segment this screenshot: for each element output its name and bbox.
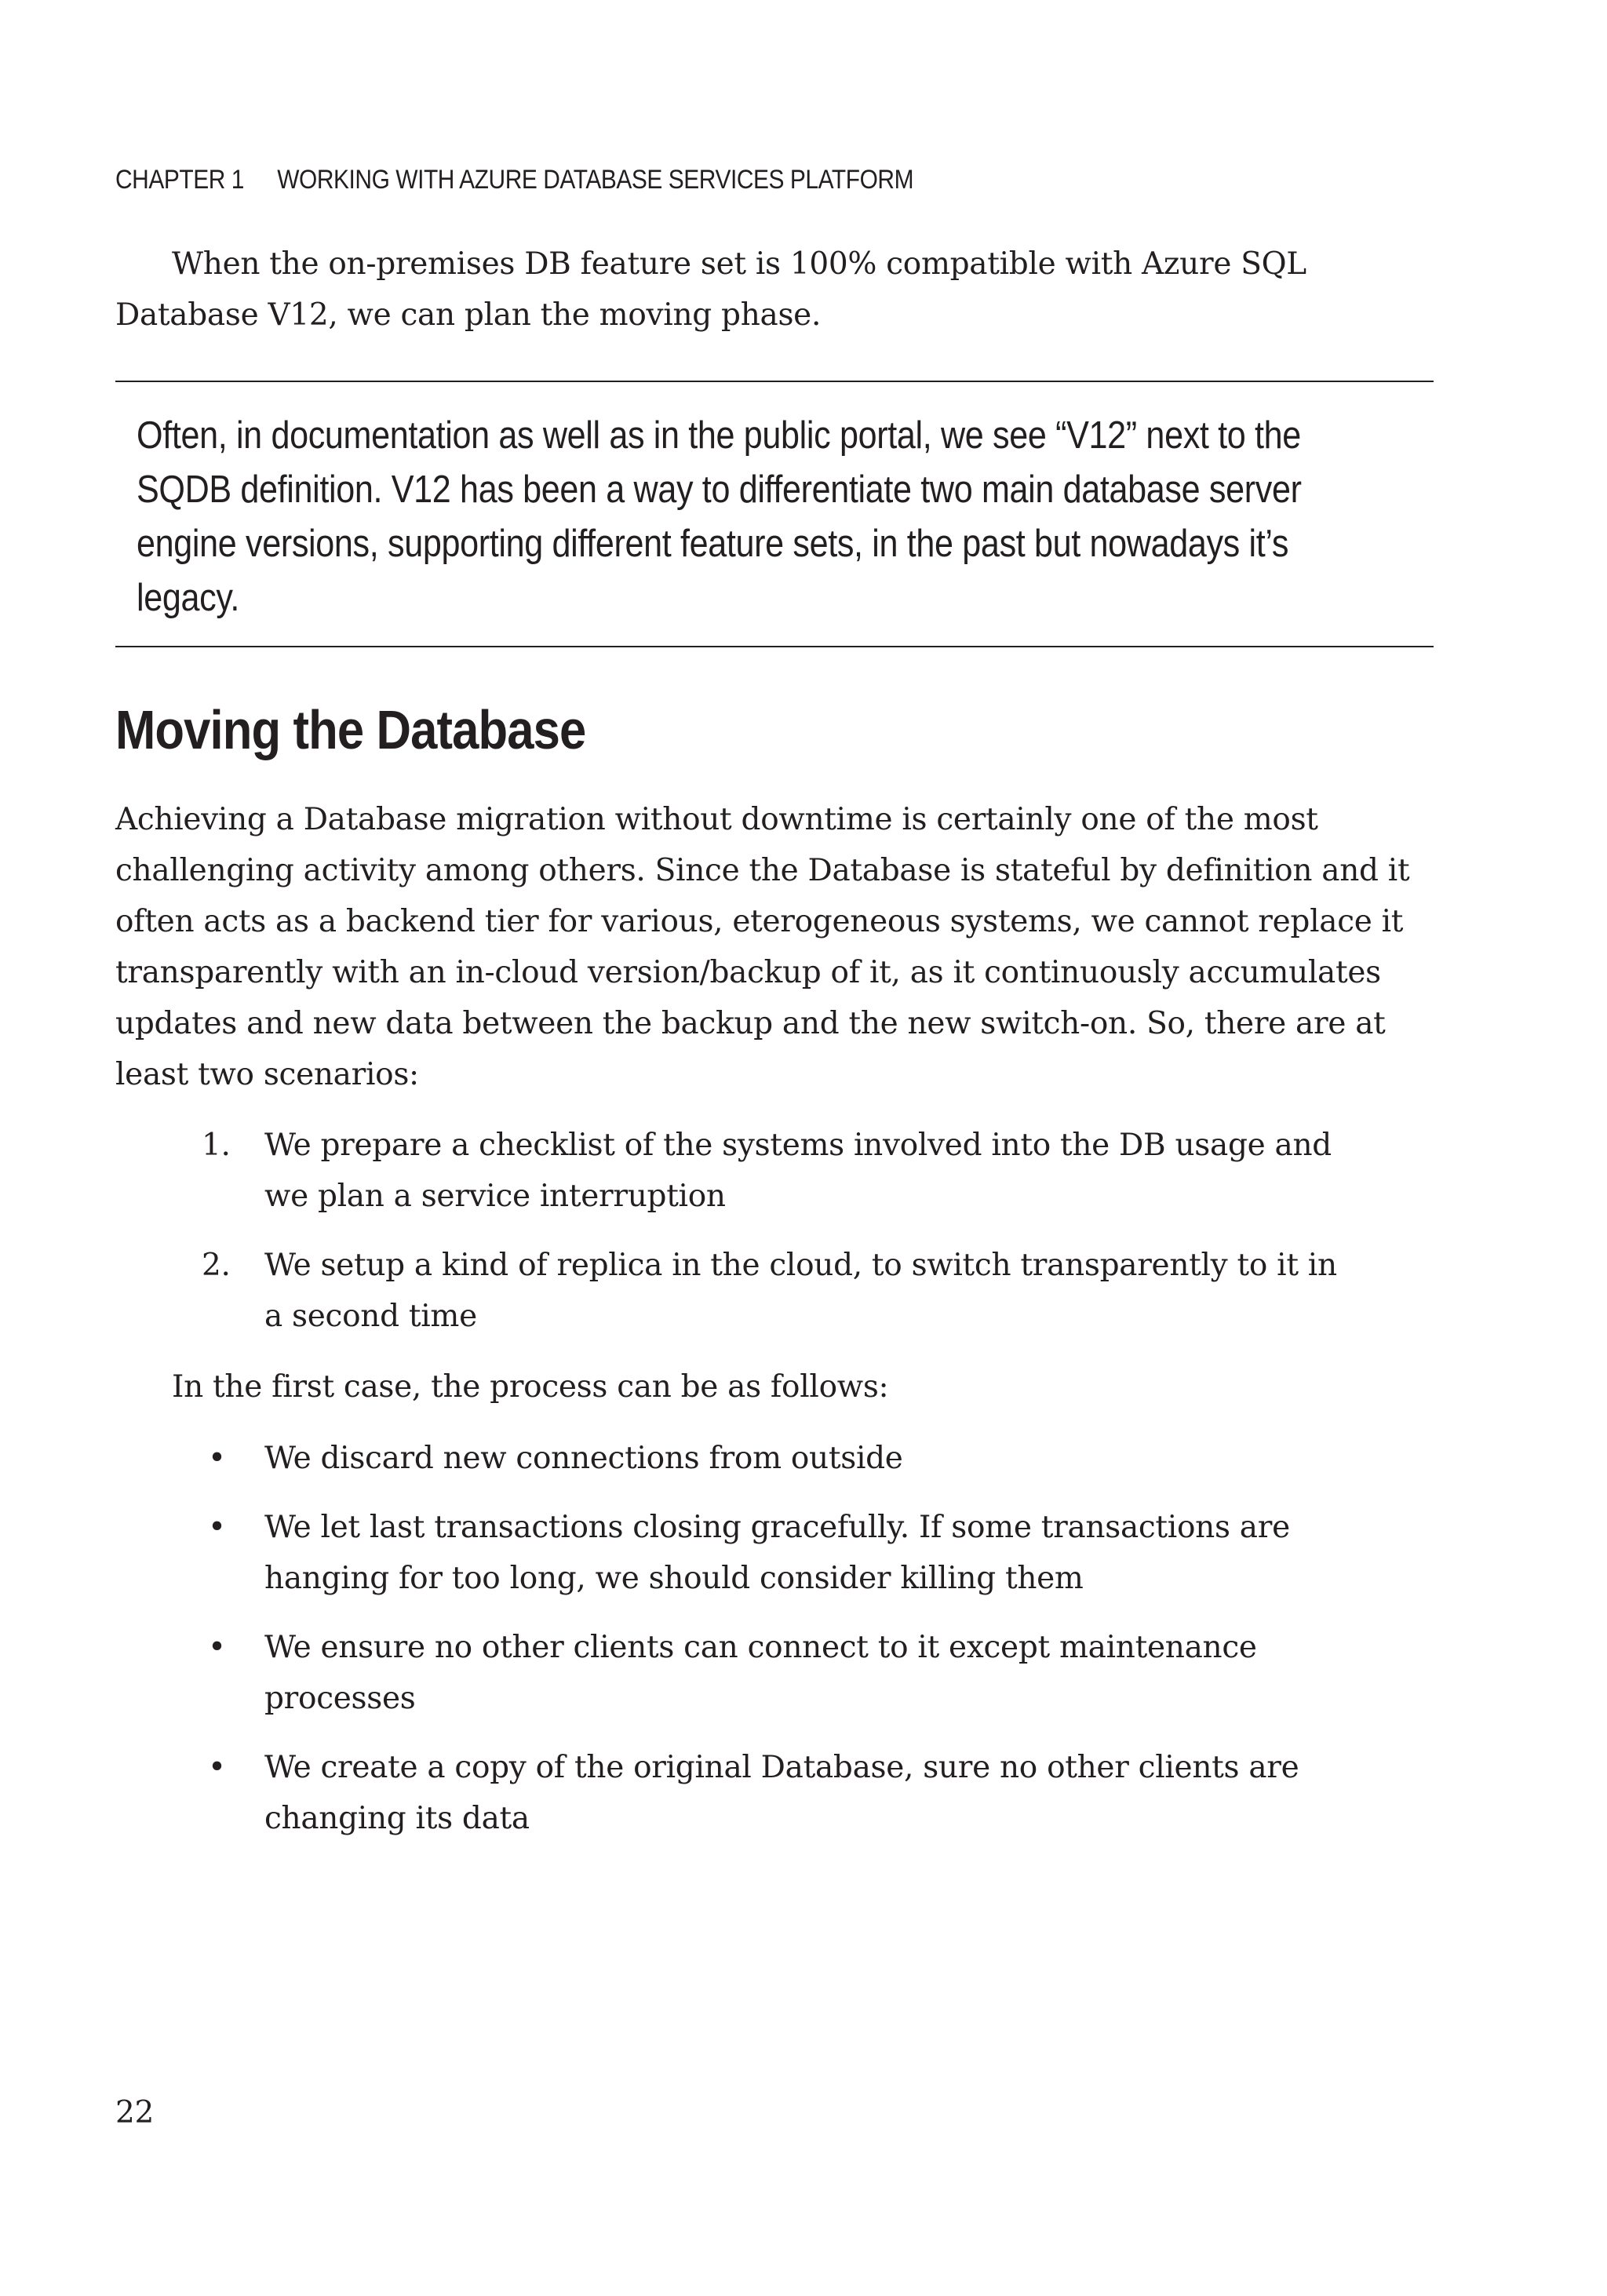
chapter-label: CHAPTER 1 <box>115 165 244 195</box>
body-paragraph: Achieving a Database migration without downtime is certainly one of the most challenging activity among others. Since the Database is stateful by definition and it often acts as a backend tier for various, eterogeneous systems, we cannot replace it transparently with an in-cloud version/backup of it, as it continuously accumulates updates and new data between the backup and the new switch-on. So, there are at least two scenarios: <box>115 802 1410 1092</box>
list-number: 1. <box>202 1128 231 1163</box>
list-item <box>115 1240 1347 1342</box>
list-item <box>115 1433 1347 1484</box>
list-item-text: We prepare a checklist of the systems involved into the DB usage and we plan a service interruption <box>264 1128 1332 1214</box>
list-item-text: We setup a kind of replica in the cloud, to switch transparently to it in a second time <box>264 1248 1337 1334</box>
first-case-lead: In the first case, the process can be as follows: <box>172 1369 889 1405</box>
bullet-icon: • <box>208 1441 226 1476</box>
list-item <box>115 1120 1347 1222</box>
chapter-title: WORKING WITH AZURE DATABASE SERVICES PLATFORM <box>277 165 914 195</box>
note-text: Often, in documentation as well as in the public portal, we see “V12” next to the SQDB definition. V12 has been a way to differentiate two main database server engine versions, supporting different feature sets, in the past but nowadays it’s legacy. <box>137 414 1302 619</box>
list-item <box>115 1622 1347 1724</box>
list-item-text: We discard new connections from outside <box>264 1441 903 1476</box>
bullet-icon: • <box>208 1630 226 1665</box>
running-head <box>115 165 913 195</box>
bullet-icon: • <box>208 1750 226 1785</box>
list-item <box>115 1742 1347 1844</box>
list-number: 2. <box>202 1248 231 1283</box>
section-heading: Moving the Database <box>115 699 586 760</box>
steps-list <box>115 1433 1418 1844</box>
scenario-list <box>115 1120 1418 1342</box>
note-box <box>115 381 1434 647</box>
bullet-icon: • <box>208 1510 226 1545</box>
list-item-text: We let last transactions closing gracefully. If some transactions are hanging for too long, we should consider killing them <box>264 1510 1290 1596</box>
list-item-text: We create a copy of the original Database, sure no other clients are changing its data <box>264 1750 1299 1836</box>
list-item <box>115 1502 1347 1604</box>
page-number: 22 <box>115 2095 155 2130</box>
list-item-text: We ensure no other clients can connect to it except maintenance processes <box>264 1630 1257 1716</box>
intro-paragraph: When the on-premises DB feature set is 100% compatible with Azure SQL Database V12, we can plan the moving phase. <box>115 246 1306 333</box>
